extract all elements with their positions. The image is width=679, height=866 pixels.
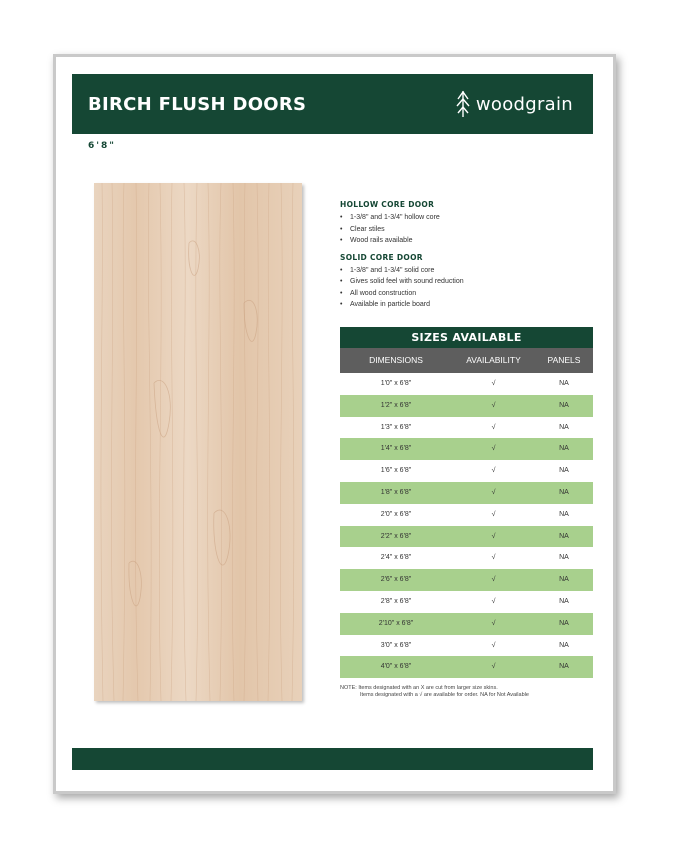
panels-cell: NA: [559, 619, 569, 627]
dimension-cell: 2'0" x 6'8": [380, 510, 412, 518]
table-body: [340, 373, 593, 678]
section-heading: HOLLOW CORE DOOR: [340, 200, 435, 209]
panels-cell: NA: [559, 532, 569, 540]
panels-cell: NA: [559, 467, 569, 475]
availability-cell: √: [491, 554, 496, 562]
availability-cell: √: [491, 380, 496, 387]
table-row: [340, 417, 593, 439]
table-row: [340, 569, 593, 591]
availability-cell: √: [491, 510, 496, 518]
panels-cell: NA: [559, 641, 569, 649]
sizes-table: [340, 327, 593, 678]
logo-text: woodgrain: [475, 93, 573, 115]
birch-veneer-illustration: [94, 183, 302, 701]
table-row: [340, 613, 593, 635]
section-heading: SOLID CORE DOOR: [340, 252, 423, 262]
availability-cell: √: [491, 488, 496, 496]
panels-cell: NA: [559, 663, 569, 671]
dimension-cell: 1'3" x 6'8": [380, 423, 412, 431]
table-row: [340, 547, 593, 569]
footnote: [340, 685, 600, 699]
table-row: [340, 591, 593, 613]
availability-cell: √: [491, 401, 496, 409]
door-features: [340, 200, 580, 317]
panels-cell: NA: [559, 380, 569, 387]
table-row: [340, 656, 593, 678]
panels-cell: NA: [559, 510, 569, 518]
table-row: [340, 373, 593, 395]
hollow-core-section: [340, 200, 580, 247]
table-header: [340, 348, 593, 373]
table-row: [340, 482, 593, 504]
table-row: [340, 395, 593, 417]
page-title: BIRCH FLUSH DOORS: [88, 94, 307, 115]
panels-cell: NA: [559, 597, 569, 605]
dimension-cell: 1'4" x 6'8": [380, 445, 412, 453]
availability-cell: √: [491, 576, 496, 584]
table-row: [340, 526, 593, 548]
dimension-cell: 2'2" x 6'8": [380, 532, 412, 540]
list-item: • All wood construction: [340, 288, 580, 300]
note-line-1: NOTE: Items designated with an X are cut from larger size skins.: [340, 685, 498, 691]
dimension-cell: 1'8" x 6'8": [380, 488, 412, 496]
panels-cell: NA: [559, 554, 569, 562]
dimension-cell: 1'6" x 6'8": [380, 467, 412, 475]
table-title: SIZES AVAILABLE: [340, 327, 593, 348]
dimension-cell: 3'0" x 6'8": [380, 641, 412, 649]
footer-bar: [72, 748, 593, 770]
list-item: • Clear stiles: [340, 224, 580, 236]
table-row: [340, 504, 593, 526]
solid-core-section: [340, 253, 580, 311]
availability-cell: √: [491, 597, 496, 605]
spec-sheet: [56, 57, 613, 791]
feature-list: [340, 212, 580, 247]
column-header-dimensions: DIMENSIONS: [369, 355, 423, 365]
availability-cell: √: [491, 663, 496, 671]
panels-cell: NA: [559, 401, 569, 409]
door-image: [94, 183, 302, 701]
note-line-2: Items designated with a √ are available for order. NA for Not Available: [360, 692, 529, 698]
list-item: • 1-3/8" and 1-3/4" solid core: [340, 265, 580, 277]
dimension-cell: 2'10" x 6'8": [378, 619, 414, 627]
door-height: 6'8": [88, 141, 116, 151]
panels-cell: NA: [559, 488, 569, 496]
brand-logo: [455, 88, 573, 120]
dimension-cell: 1'0" x 6'8": [380, 380, 412, 387]
list-item: • 1-3/8" and 1-3/4" hollow core: [340, 212, 580, 224]
availability-cell: √: [491, 423, 496, 431]
table-row: [340, 635, 593, 657]
header-bar: [72, 74, 593, 134]
dimension-cell: 2'8" x 6'8": [380, 597, 412, 605]
tree-icon: [455, 89, 471, 119]
availability-cell: √: [491, 532, 496, 540]
availability-cell: √: [491, 445, 496, 453]
dimension-cell: 1'2" x 6'8": [380, 401, 412, 409]
dimension-cell: 2'6" x 6'8": [380, 576, 412, 584]
panels-cell: NA: [559, 445, 569, 453]
dimension-cell: 2'4" x 6'8": [380, 554, 412, 562]
list-item: • Wood rails available: [340, 235, 580, 247]
panels-cell: NA: [559, 576, 569, 584]
column-header-availability: AVAILABILITY: [466, 355, 521, 365]
table-row: [340, 460, 593, 482]
availability-cell: √: [491, 467, 496, 475]
dimension-cell: 4'0" x 6'8": [380, 663, 412, 671]
availability-cell: √: [491, 619, 496, 627]
feature-list: [340, 265, 580, 311]
table-row: [340, 438, 593, 460]
panels-cell: NA: [559, 423, 569, 431]
list-item: • Gives solid feel with sound reduction: [340, 276, 580, 288]
column-header-panels: PANELS: [547, 355, 581, 365]
list-item: • Available in particle board: [340, 299, 580, 311]
availability-cell: √: [491, 641, 496, 649]
